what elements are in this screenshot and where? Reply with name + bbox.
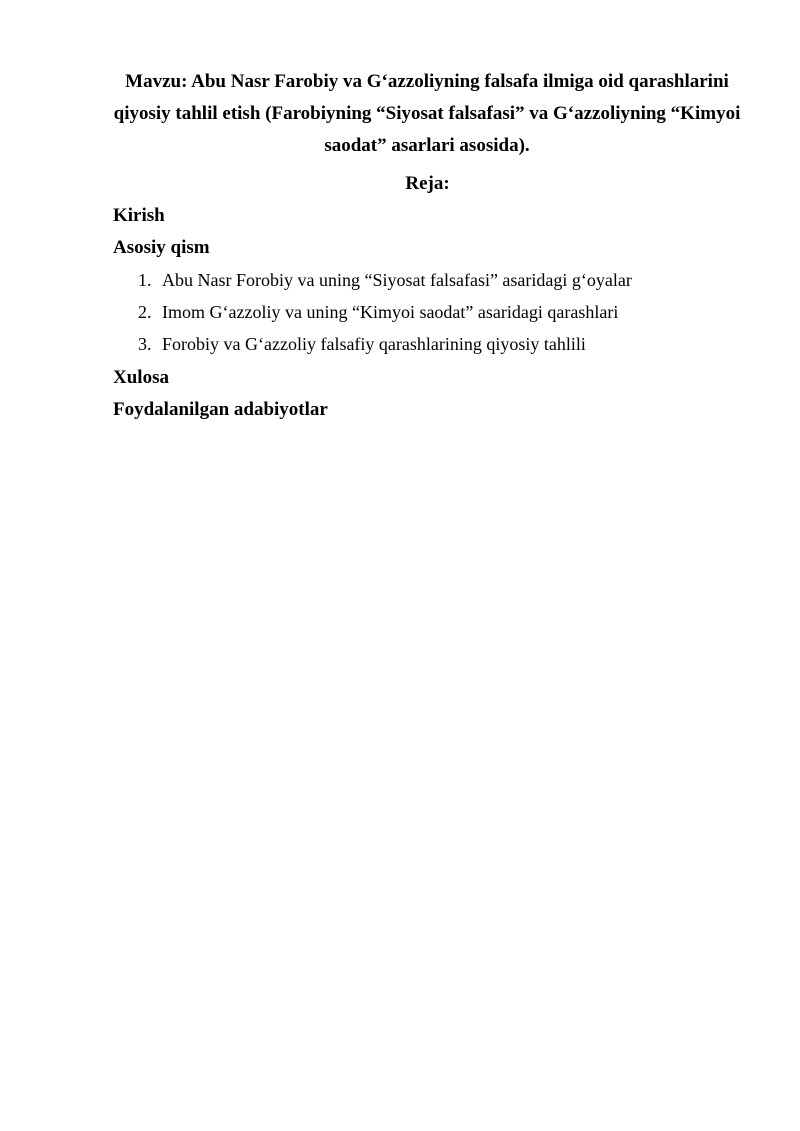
list-item-text: Abu Nasr Forobiy va uning “Siyosat falsafasi” asaridagi g‘oyalar bbox=[162, 270, 632, 290]
section-references: Foydalanilgan adabiyotlar bbox=[113, 399, 328, 420]
plan-heading: Reja: bbox=[405, 173, 450, 194]
document-title: Mavzu: Abu Nasr Farobiy va G‘azzoliyning falsafa ilmiga oid qarashlarini qiyosiy tahlil etish (Farobiyning “Siyosat falsafasi” va G‘azzoliyning “Kimyoi saodat” asarlari asosida). bbox=[113, 71, 741, 156]
section-conclusion: Xulosa bbox=[113, 367, 169, 388]
list-item-number: 2. bbox=[138, 302, 152, 322]
list-item-text: Imom G‘azzoliy va uning “Kimyoi saodat” asaridagi qarashlari bbox=[162, 302, 619, 322]
list-item-number: 1. bbox=[138, 270, 152, 290]
section-intro: Kirish bbox=[113, 205, 165, 226]
list-item-text: Forobiy va G‘azzoliy falsafiy qarashlarining qiyosiy tahlili bbox=[162, 334, 586, 354]
section-main-part: Asosiy qism bbox=[113, 237, 210, 258]
list-item-number: 3. bbox=[138, 334, 152, 354]
